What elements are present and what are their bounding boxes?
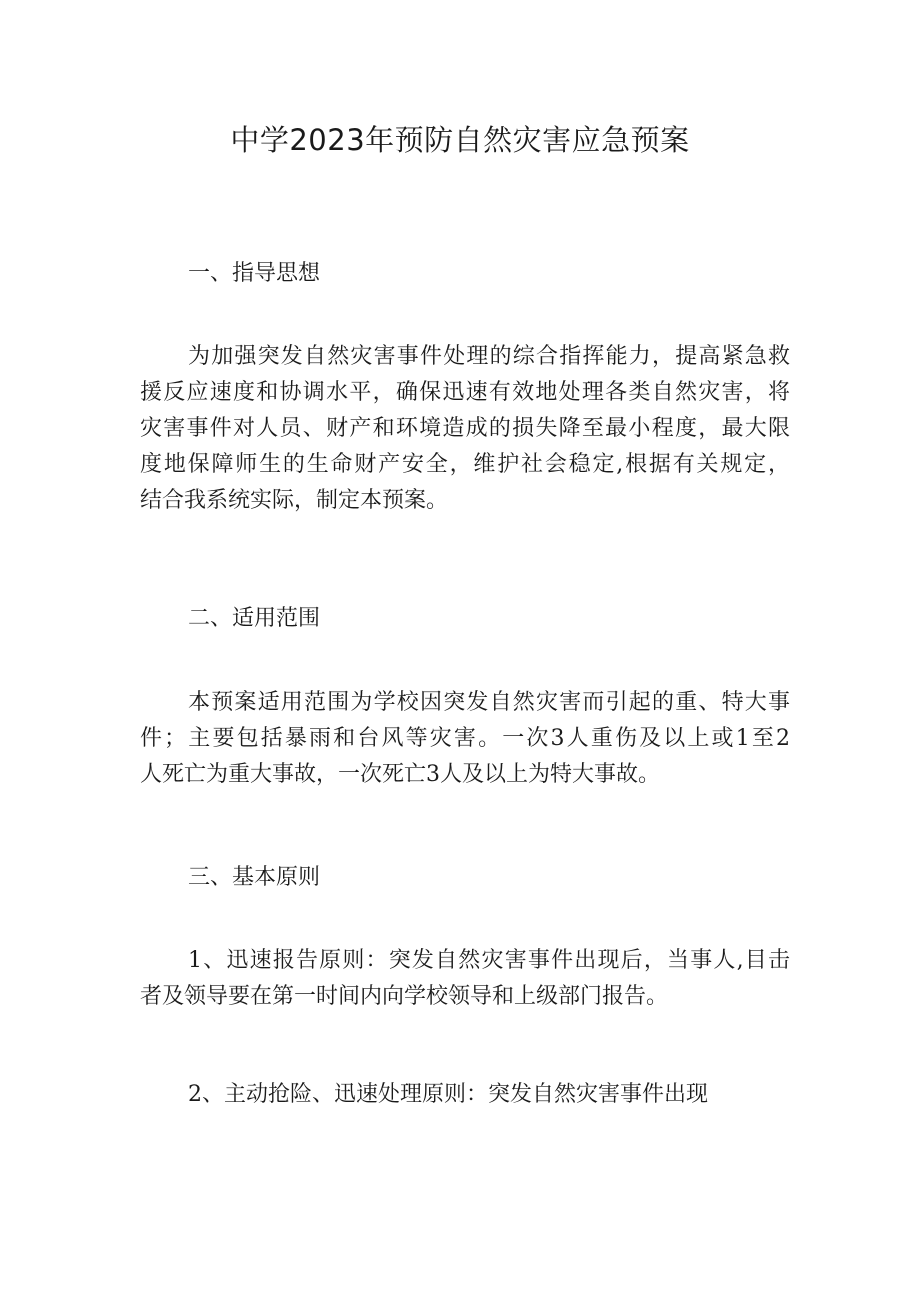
paragraph-line: 结合我系统实际，制定本预案。: [140, 488, 449, 513]
document-title: 中学2023年预防自然灾害应急预案: [230, 123, 690, 157]
paragraph-line: 度地保障师生的生命财产安全，维护社会稳定,根据有关规定，: [140, 452, 790, 477]
paragraph-line: 援反应速度和协调水平，确保迅速有效地处理各类自然灾害，将: [140, 380, 790, 405]
paragraph-line: 2、主动抢险、迅速处理原则：突发自然灾害事件出现: [188, 1082, 708, 1107]
section-heading-scope: 二、适用范围: [188, 606, 321, 631]
section-heading-guiding-ideology: 一、指导思想: [188, 261, 321, 286]
paragraph-line: 灾害事件对人员、财产和环境造成的损失降至最小程度，最大限: [140, 416, 790, 441]
paragraph-line: 为加强突发自然灾害事件处理的综合指挥能力，提高紧急救: [188, 344, 790, 369]
paragraph-line: 件；主要包括暴雨和台风等灾害。一次3人重伤及以上或1至2: [140, 726, 790, 751]
paragraph-guiding-ideology: [140, 339, 790, 519]
paragraph-line: 1、迅速报告原则：突发自然灾害事件出现后，当事人,目击: [188, 948, 790, 973]
paragraph-line: 人死亡为重大事故，一次死亡3人及以上为特大事故。: [140, 762, 660, 787]
paragraph-principle-1: [140, 943, 790, 1015]
paragraph-scope: [140, 685, 790, 793]
paragraph-line: 者及领导要在第一时间内向学校领导和上级部门报告。: [140, 984, 669, 1009]
paragraph-principle-2: [140, 1077, 790, 1113]
paragraph-line: 本预案适用范围为学校因突发自然灾害而引起的重、特大事: [188, 690, 790, 715]
section-heading-basic-principles: 三、基本原则: [188, 865, 321, 890]
